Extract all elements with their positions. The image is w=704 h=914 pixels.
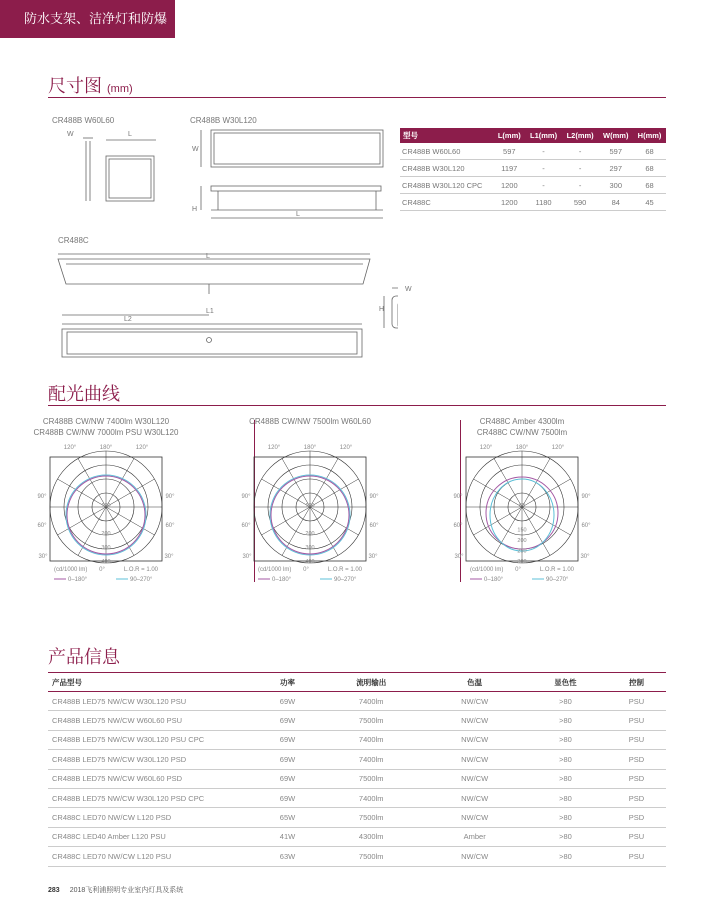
polar-chart: [422, 416, 622, 583]
angle-label-60: 60°: [37, 523, 47, 529]
table-cell: PSD: [607, 750, 666, 769]
table-cell: 297: [598, 160, 633, 177]
legend-label-90-270: 90–270°: [334, 577, 357, 583]
polar-spoke: [58, 507, 106, 535]
table-cell: 590: [562, 194, 599, 211]
table-row: [48, 750, 666, 769]
table-cell: PSU: [607, 730, 666, 749]
polar-spoke: [310, 507, 358, 535]
table-cell: NW/CW: [425, 711, 524, 730]
dim-l-label-2: L: [296, 211, 300, 218]
table-cell: 68: [633, 177, 666, 194]
polar-chart: [210, 416, 410, 583]
angle-label-90: 90°: [581, 494, 591, 500]
table-cell: PSU: [607, 847, 666, 866]
spec-col-l1: L1(mm): [525, 128, 562, 143]
table-cell: 45: [633, 194, 666, 211]
angle-label-180: 180°: [303, 445, 317, 451]
dim-l-label-3: L: [206, 253, 210, 260]
angle-label-60: 60°: [369, 523, 379, 529]
table-cell: NW/CW: [425, 769, 524, 788]
legend-label-90-270: 90–270°: [130, 577, 153, 583]
table-cell: 1200: [493, 194, 525, 211]
table-cell: CR488B LED75 NW/CW W30L120 PSD CPC: [48, 788, 258, 807]
spec-col-w: W(mm): [598, 128, 633, 143]
table-cell: -: [525, 143, 562, 160]
table-cell: PSU: [607, 827, 666, 846]
spec-table-header: [400, 128, 666, 143]
section-rule: [48, 97, 666, 98]
table-row: [48, 769, 666, 788]
table-cell: PSD: [607, 769, 666, 788]
ring-label: 150: [517, 527, 527, 534]
dimension-drawings: [48, 126, 398, 366]
angle-label-30: 30°: [580, 554, 590, 560]
polar-title: CR488C Amber 4300lm: [479, 417, 565, 426]
ring-label: 200: [305, 531, 315, 537]
table-cell: NW/CW: [425, 808, 524, 827]
table-cell: 7400lm: [317, 750, 425, 769]
table-cell: 7400lm: [317, 788, 425, 807]
angle-label-30: 30°: [242, 554, 252, 560]
table-cell: NW/CW: [425, 730, 524, 749]
dim-l2-label: L2: [124, 316, 132, 323]
angle-label-60: 60°: [453, 523, 463, 529]
table-cell: >80: [524, 711, 607, 730]
dimension-unit: (mm): [107, 83, 133, 95]
table-cell: 68: [633, 160, 666, 177]
polar-unit: (cd/1000 lm): [470, 567, 504, 573]
footer-text: 2018飞利浦照明专业室内灯具及系统: [69, 887, 184, 894]
product-table: [48, 672, 666, 867]
ring-label: 400: [305, 559, 315, 565]
dim-l-label: L: [128, 131, 132, 138]
ring-label: 300: [101, 545, 111, 551]
legend-label-90-270: 90–270°: [546, 577, 569, 583]
table-cell: -: [525, 177, 562, 194]
angle-label-60: 60°: [241, 523, 251, 529]
polar-title: CR488B CW/NW 7400lm W30L120: [42, 417, 170, 426]
polar-spoke: [262, 507, 310, 535]
table-cell: 69W: [258, 730, 317, 749]
polar-subtitle: CR488B CW/NW 7000lm PSU W30L120: [33, 428, 179, 437]
legend-label-0-180: 0–180°: [68, 577, 88, 583]
polar-subtitle: CR488C CW/NW 7500lm: [476, 428, 568, 437]
angle-label-90: 90°: [241, 494, 251, 500]
table-cell: 65W: [258, 808, 317, 827]
angle-label-60: 60°: [581, 523, 591, 529]
ring-label: 300: [305, 545, 315, 551]
polar-lor: L.O.R = 1.00: [539, 567, 574, 573]
spec-col-model: 型号: [400, 128, 493, 143]
legend-label-0-180: 0–180°: [484, 577, 504, 583]
table-cell: -: [562, 177, 599, 194]
col-cri: 显色性: [524, 673, 607, 692]
table-cell: PSU: [607, 711, 666, 730]
section-rule: [48, 405, 666, 406]
angle-label-30: 30°: [368, 554, 378, 560]
polar-plot: [6, 442, 206, 592]
angle-label-30: 30°: [454, 554, 464, 560]
drawing-label-w30l120: CR488B W30L120: [190, 116, 257, 125]
polar-spoke: [522, 507, 570, 535]
angle-label-120: 120°: [267, 445, 281, 451]
spec-col-l: L(mm): [493, 128, 525, 143]
polar-unit: (cd/1000 lm): [54, 567, 88, 573]
dim-l1-label: L1: [206, 308, 214, 315]
angle-label-30: 30°: [38, 554, 48, 560]
table-cell: PSD: [607, 788, 666, 807]
col-lumen: 流明输出: [317, 673, 425, 692]
dim-w-label-2: W: [192, 146, 199, 153]
table-cell: 69W: [258, 692, 317, 711]
ring-label: 250: [517, 548, 527, 555]
table-cell: >80: [524, 788, 607, 807]
angle-label-30: 30°: [164, 554, 174, 560]
table-cell: 7400lm: [317, 730, 425, 749]
product-table-header: [48, 673, 666, 692]
col-power: 功率: [258, 673, 317, 692]
table-cell: CR488B LED75 NW/CW W60L60 PSU: [48, 711, 258, 730]
table-cell: CR488B LED75 NW/CW W30L120 PSU: [48, 692, 258, 711]
spec-col-l2: L2(mm): [562, 128, 599, 143]
angle-label-0: 0°: [303, 567, 309, 573]
table-cell: 68: [633, 143, 666, 160]
page-number: 283: [48, 887, 60, 894]
ring-label: 200: [101, 531, 111, 537]
angle-label-90: 90°: [453, 494, 463, 500]
table-row: [48, 808, 666, 827]
ring-label: 100: [101, 503, 111, 509]
angle-label-120: 120°: [551, 445, 565, 451]
table-row: [48, 788, 666, 807]
table-row: [48, 847, 666, 866]
spec-table: [400, 128, 666, 211]
angle-label-90: 90°: [165, 494, 175, 500]
table-row: [400, 194, 666, 211]
table-cell: 41W: [258, 827, 317, 846]
legend-label-0-180: 0–180°: [272, 577, 292, 583]
polar-charts: [33, 416, 666, 596]
table-row: [48, 730, 666, 749]
drawing-label-w60l60: CR488B W60L60: [52, 116, 115, 125]
table-cell: CR488B W30L120: [400, 160, 493, 177]
table-cell: CR488C LED70 NW/CW L120 PSD: [48, 808, 258, 827]
angle-label-90: 90°: [37, 494, 47, 500]
table-cell: 7500lm: [317, 711, 425, 730]
table-cell: >80: [524, 827, 607, 846]
angle-label-180: 180°: [99, 445, 113, 451]
table-cell: >80: [524, 750, 607, 769]
table-cell: 7500lm: [317, 847, 425, 866]
polar-unit: (cd/1000 lm): [258, 567, 292, 573]
table-cell: >80: [524, 692, 607, 711]
ring-label: 200: [517, 538, 527, 544]
polar-lor: L.O.R = 1.00: [123, 567, 158, 573]
table-cell: NW/CW: [425, 847, 524, 866]
table-cell: CR488B W60L60: [400, 143, 493, 160]
table-cell: >80: [524, 769, 607, 788]
table-cell: 1200: [493, 177, 525, 194]
table-cell: 69W: [258, 750, 317, 769]
table-cell: NW/CW: [425, 692, 524, 711]
table-cell: >80: [524, 847, 607, 866]
table-cell: 7500lm: [317, 769, 425, 788]
dim-h-label-2: H: [379, 306, 385, 313]
polar-spoke: [522, 479, 570, 507]
table-cell: CR488B LED75 NW/CW W60L60 PSD: [48, 769, 258, 788]
table-cell: NW/CW: [425, 788, 524, 807]
dim-w-label: W: [67, 131, 74, 138]
spec-col-h: H(mm): [633, 128, 666, 143]
product-section-title: 产品信息: [48, 647, 120, 667]
ring-label: 300: [517, 559, 527, 565]
table-cell: 597: [598, 143, 633, 160]
table-row: [400, 160, 666, 177]
dimension-title-text: 尺寸图: [48, 76, 102, 96]
table-cell: CR488C: [400, 194, 493, 211]
polar-chart: [6, 416, 206, 583]
table-row: [48, 827, 666, 846]
table-row: [400, 143, 666, 160]
table-cell: 7500lm: [317, 808, 425, 827]
table-cell: CR488C LED70 NW/CW L120 PSU: [48, 847, 258, 866]
polar-spoke: [474, 479, 522, 507]
table-cell: CR488B LED75 NW/CW W30L120 PSU CPC: [48, 730, 258, 749]
table-cell: 7400lm: [317, 692, 425, 711]
curve-section-title: 配光曲线: [48, 384, 120, 404]
table-cell: CR488B LED75 NW/CW W30L120 PSD: [48, 750, 258, 769]
polar-lor: L.O.R = 1.00: [327, 567, 362, 573]
angle-label-120: 120°: [479, 445, 493, 451]
dim-w-label-3: W: [405, 286, 412, 293]
angle-label-0: 0°: [99, 567, 105, 573]
polar-title: CR488B CW/NW 7500lm W60L60: [249, 417, 371, 426]
table-cell: 300: [598, 177, 633, 194]
dim-h-label: H: [192, 206, 198, 213]
table-cell: Amber: [425, 827, 524, 846]
table-cell: 597: [493, 143, 525, 160]
table-cell: >80: [524, 808, 607, 827]
table-cell: -: [562, 143, 599, 160]
table-cell: NW/CW: [425, 750, 524, 769]
table-row: [400, 177, 666, 194]
drawing-label-cr488c: CR488C: [58, 236, 89, 245]
dimension-section-title: [48, 72, 133, 98]
table-row: [48, 711, 666, 730]
ring-label: 400: [101, 559, 111, 565]
angle-label-90: 90°: [369, 494, 379, 500]
table-cell: 69W: [258, 788, 317, 807]
footer: [48, 885, 183, 895]
table-cell: CR488B W30L120 CPC: [400, 177, 493, 194]
polar-plot: [210, 442, 410, 592]
angle-label-120: 120°: [135, 445, 149, 451]
angle-label-120: 120°: [63, 445, 77, 451]
table-cell: 1180: [525, 194, 562, 211]
table-cell: CR488C LED40 Amber L120 PSU: [48, 827, 258, 846]
angle-label-180: 180°: [515, 445, 529, 451]
table-cell: 1197: [493, 160, 525, 177]
page-banner: 防水支架、洁净灯和防爆灯: [0, 0, 175, 38]
ring-label: 100: [305, 503, 315, 509]
ring-label: 50: [518, 503, 526, 509]
polar-spoke: [474, 507, 522, 535]
table-cell: >80: [524, 730, 607, 749]
table-cell: 69W: [258, 711, 317, 730]
table-cell: -: [525, 160, 562, 177]
polar-plot: [422, 442, 622, 592]
table-cell: 4300lm: [317, 827, 425, 846]
table-cell: PSU: [607, 692, 666, 711]
polar-spoke: [106, 507, 154, 535]
table-cell: -: [562, 160, 599, 177]
angle-label-60: 60°: [165, 523, 175, 529]
col-cct: 色温: [425, 673, 524, 692]
table-cell: 84: [598, 194, 633, 211]
angle-label-0: 0°: [515, 567, 521, 573]
table-cell: 63W: [258, 847, 317, 866]
table-cell: 69W: [258, 769, 317, 788]
table-cell: PSD: [607, 808, 666, 827]
table-row: [48, 692, 666, 711]
col-model: 产品型号: [48, 673, 258, 692]
angle-label-120: 120°: [339, 445, 353, 451]
col-control: 控制: [607, 673, 666, 692]
